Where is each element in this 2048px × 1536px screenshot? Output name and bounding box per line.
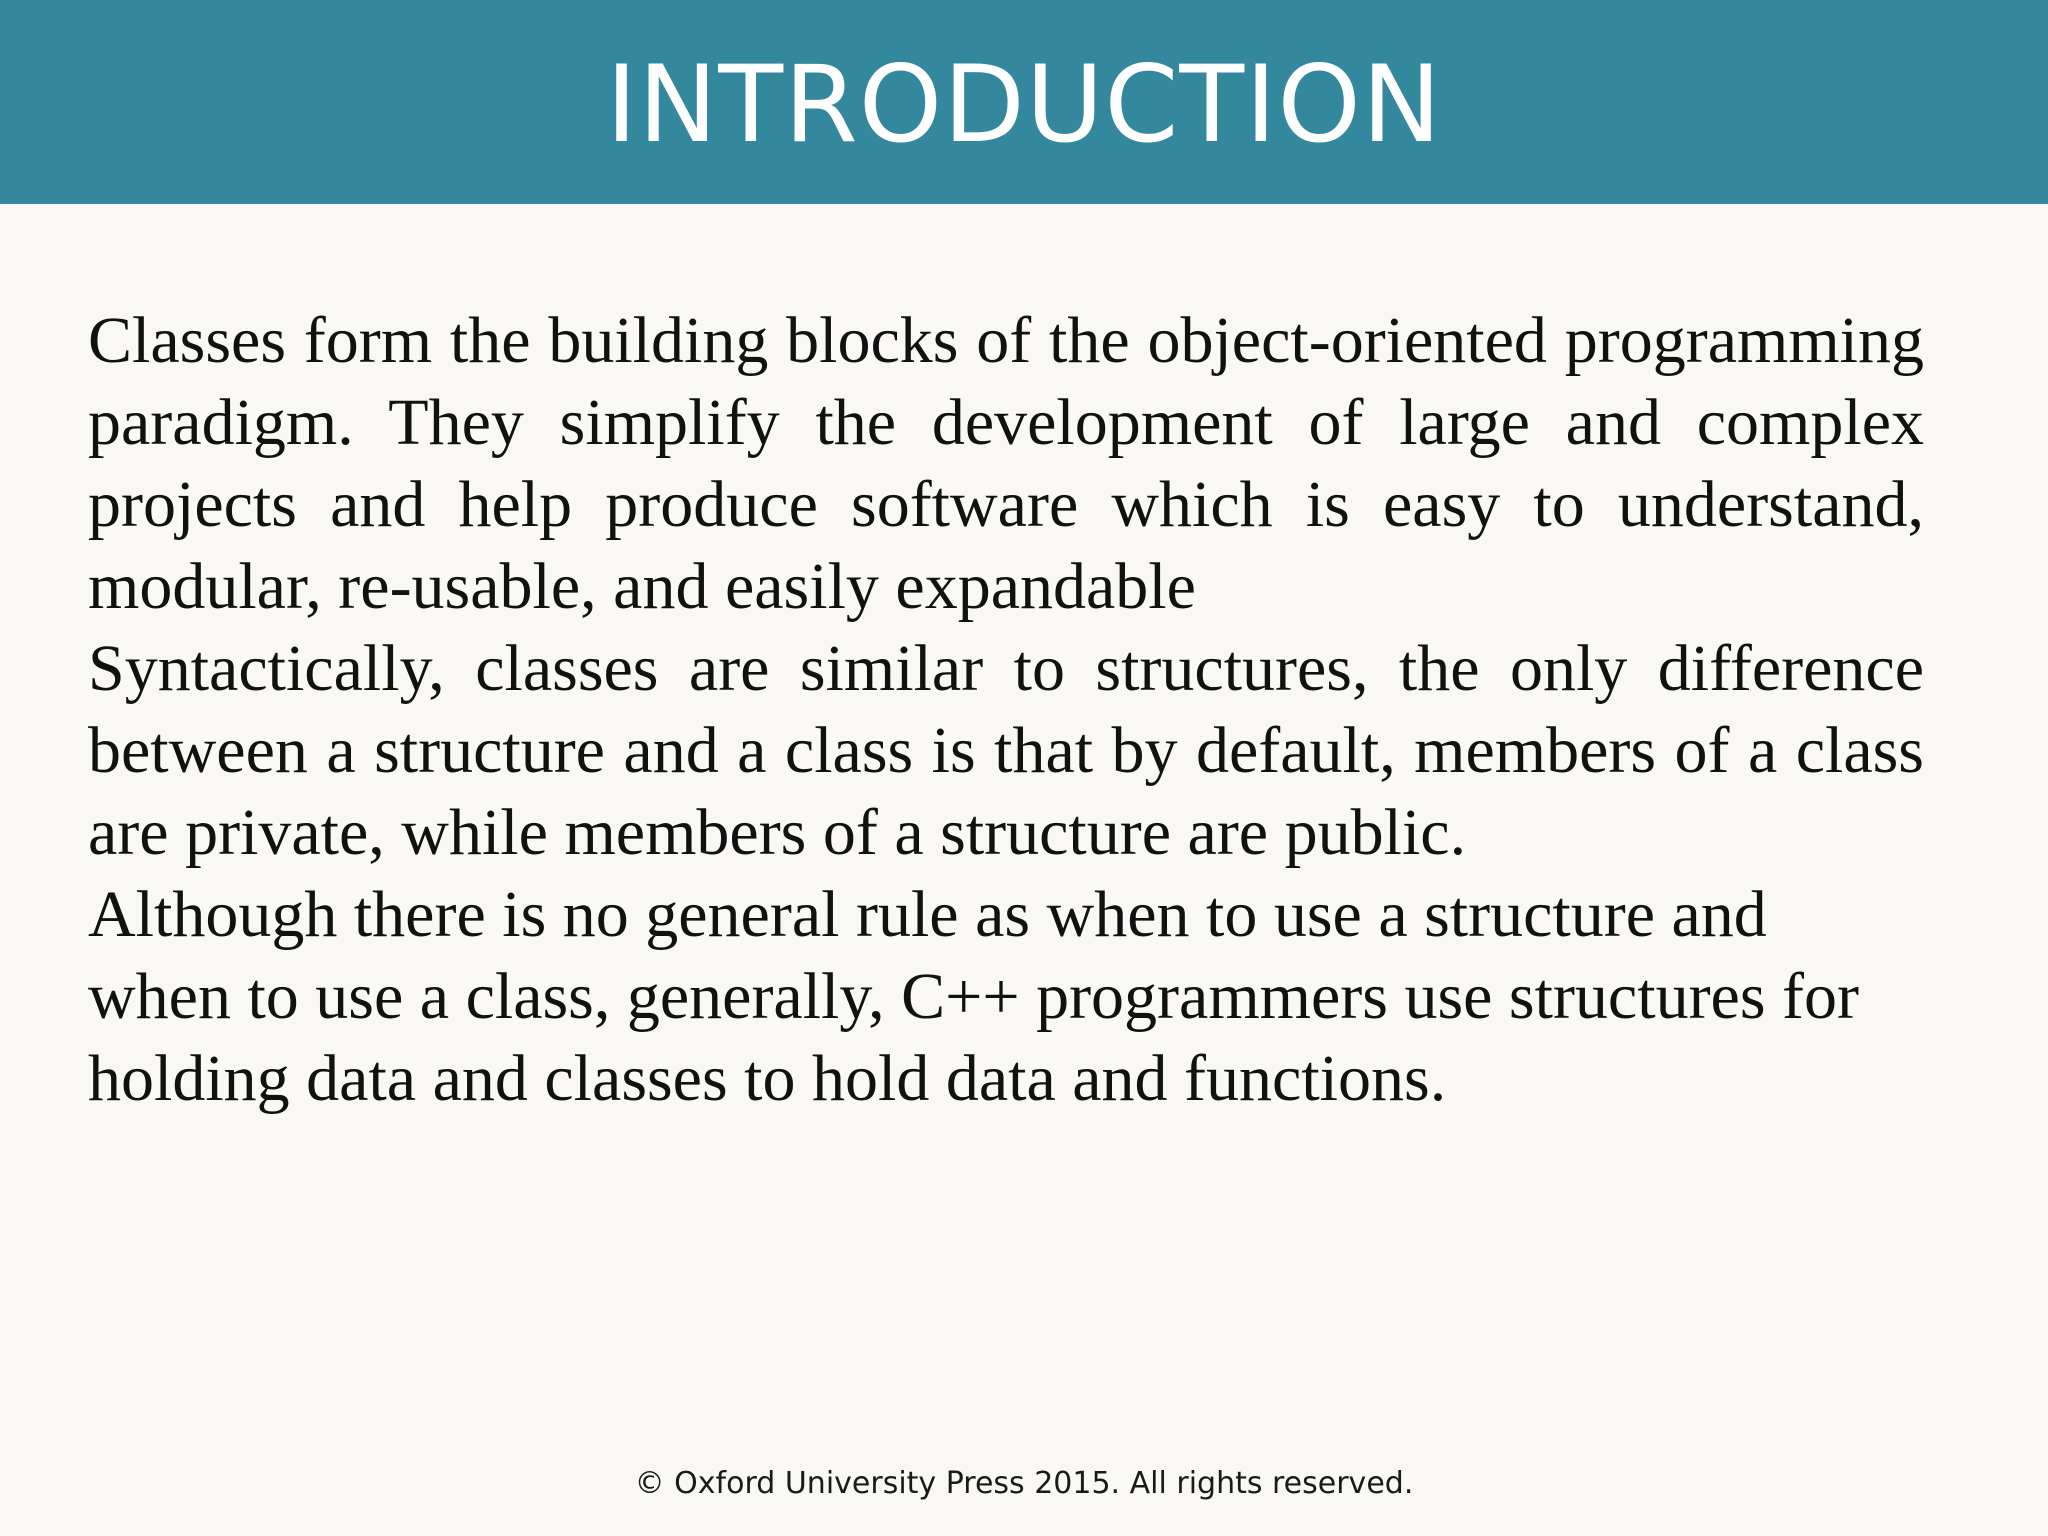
copyright-footer: © Oxford University Press 2015. All rights reserved. — [634, 1466, 1414, 1501]
slide-body — [88, 300, 1924, 1120]
title-bar — [0, 0, 2048, 204]
paragraph-usage: Although there is no general rule as when to use a structure and when to use a class, generally, C++ programmers use structures for holding data and classes to hold data and functions. — [88, 878, 1859, 1115]
paragraph-syntax: Syntactically, classes are similar to structures, the only difference between a structure and a class is that by default, members of a class are private, while members of a structure are public. — [88, 632, 1924, 869]
slide-title: INTRODUCTION — [605, 42, 1443, 166]
paragraph-classes-intro: Classes form the building blocks of the object-oriented programming paradigm. They simplify the development of large and complex projects and help produce software which is easy to understand, modular, re-usable, and easily expandable — [88, 304, 1924, 623]
